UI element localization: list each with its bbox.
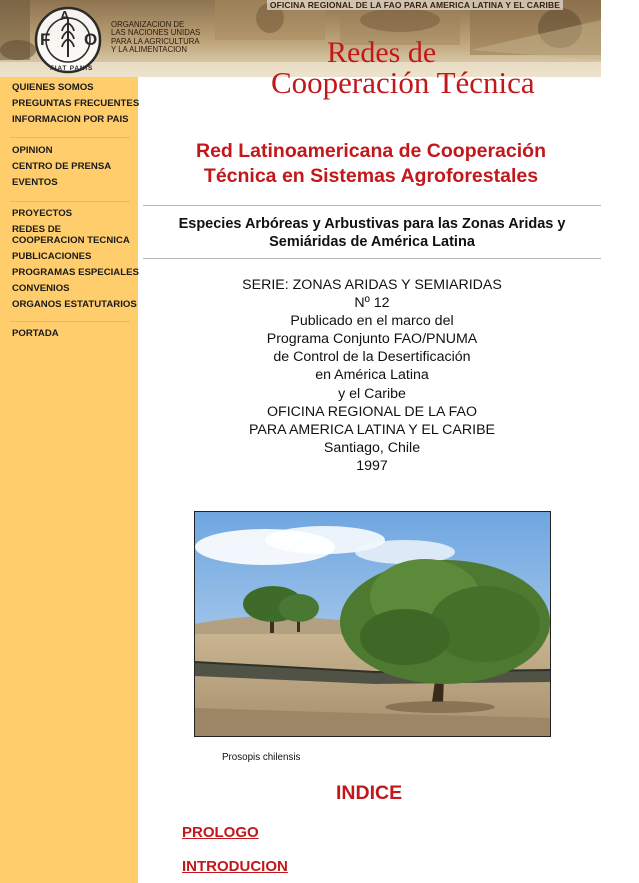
site-title-line-1: Redes de — [327, 36, 437, 69]
logo-letter-o: O — [84, 30, 98, 49]
nav-organos-estatutarios[interactable]: ORGANOS ESTATUTARIOS — [12, 299, 137, 310]
org-name-line: ORGANIZACION DE — [111, 20, 185, 29]
nav-convenios[interactable]: CONVENIOS — [12, 283, 70, 294]
page-title-line-2: Técnica en Sistemas Agroforestales — [203, 165, 539, 187]
index-heading: INDICE — [336, 782, 403, 804]
publication-details — [143, 276, 601, 475]
nav-divider — [10, 201, 130, 202]
nav-opinion[interactable]: OPINION — [12, 145, 53, 156]
page-title-line-1: Red Latinoamericana de Cooperación — [195, 140, 546, 162]
series-line: y el Caribe — [338, 385, 406, 402]
org-name-line: PARA LA AGRICULTURA — [111, 36, 200, 46]
org-name-line: LAS NACIONES UNIDAS — [111, 28, 201, 38]
series-line: OFICINA REGIONAL DE LA FAO — [267, 403, 477, 420]
sidebar-nav — [0, 77, 138, 883]
fao-logo[interactable] — [31, 5, 105, 75]
logo-letter-a: A — [60, 8, 70, 23]
document-subtitle — [143, 215, 601, 251]
nav-proyectos[interactable]: PROYECTOS — [12, 208, 73, 219]
site-title — [271, 38, 535, 98]
divider-top — [143, 205, 601, 206]
subtitle-line-1: Especies Arbóreas y Arbustivas para las Zonas Aridas y — [178, 216, 566, 232]
series-line: de Control de la Desertificación — [273, 349, 471, 366]
nav-programas-especiales[interactable]: PROGRAMAS ESPECIALES — [12, 267, 139, 278]
series-line: Santiago, Chile — [323, 439, 421, 456]
nav-redes-de[interactable]: REDES DE — [12, 224, 62, 235]
subtitle-line-2: Semiáridas de América Latina — [269, 234, 475, 250]
divider-bottom — [143, 258, 601, 259]
series-line: 1997 — [356, 457, 388, 474]
logo-motto: FIAT PANIS — [50, 65, 94, 72]
org-name-line: Y LA ALIMENTACION — [111, 44, 187, 54]
toc-link-introducion[interactable]: INTRODUCION — [182, 858, 288, 875]
page-title — [140, 139, 602, 189]
organization-name — [111, 21, 211, 54]
nav-quienes-somos[interactable]: QUIENES SOMOS — [12, 82, 94, 93]
series-line: en América Latina — [315, 367, 429, 384]
nav-publicaciones[interactable]: PUBLICACIONES — [12, 251, 92, 262]
photo-caption: Prosopis chilensis — [222, 752, 301, 763]
series-line: Publicado en el marco del — [290, 313, 454, 330]
regional-office-label: OFICINA REGIONAL DE LA FAO PARA AMERICA LATINA Y EL CARIBE — [267, 0, 563, 10]
nav-cooperacion-tecnica[interactable]: COOPERACION TECNICA — [12, 235, 130, 246]
tree-photo — [194, 511, 551, 737]
site-title-line-2: Cooperación Técnica — [271, 65, 535, 100]
series-line: SERIE: ZONAS ARIDAS Y SEMIARIDAS — [242, 277, 502, 293]
nav-divider — [10, 137, 130, 138]
nav-centro-de-prensa[interactable]: CENTRO DE PRENSA — [12, 161, 112, 172]
series-line: Programa Conjunto FAO/PNUMA — [266, 331, 478, 348]
nav-divider — [10, 321, 130, 322]
nav-preguntas-frecuentes[interactable]: PREGUNTAS FRECUENTES — [12, 98, 140, 109]
banner-right-spacer — [601, 0, 639, 77]
series-line: PARA AMERICA LATINA Y EL CARIBE — [248, 421, 495, 438]
logo-letter-f: F — [40, 30, 51, 49]
toc-link-prologo[interactable]: PROLOGO — [182, 824, 259, 841]
nav-informacion-por-pais[interactable]: INFORMACION POR PAIS — [12, 114, 129, 125]
series-line: Nº 12 — [354, 295, 390, 312]
nav-eventos[interactable]: EVENTOS — [12, 177, 58, 188]
nav-portada[interactable]: PORTADA — [12, 328, 59, 339]
